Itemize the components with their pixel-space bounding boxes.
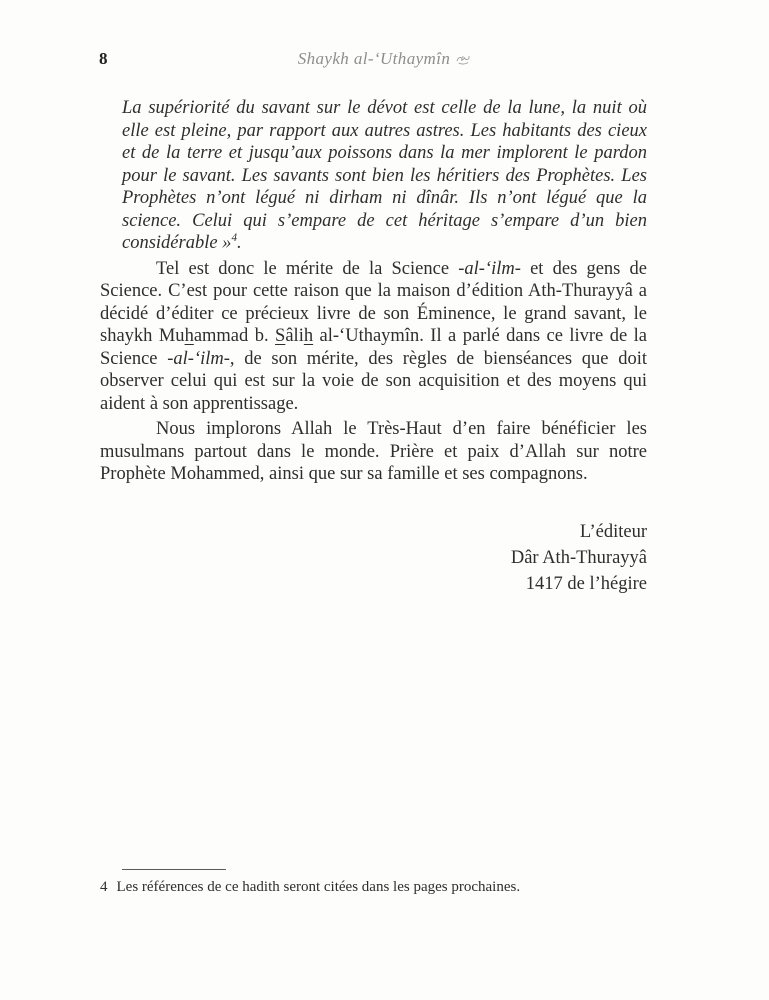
signature-line-publisher: Dâr Ath-Thurayyâ (510, 547, 647, 568)
body-paragraph: Tel est donc le mérite de la Science -al-‘ilm- et des gens de Science. C’est pour cette raison que la maison d’édition Ath-Thurayyâ a décidé d’éditer ce précieux livre de son Éminence, le grand savant, le shaykh Muhammad b. Sâlih al-‘Uthaymîn. Il a parlé dans ce livre de la Science -al-‘ilm-, de son mérite, des règles de bienséances que doit observer celui qui est sur la voie de son acquisition et des moyens qui aident à son apprentissage. (100, 258, 648, 414)
footnote-area (100, 869, 647, 897)
hadith-quote-paragraph: La supériorité du savant sur le dévot est celle de la lune, la nuit où elle est pleine, par rapport aux autres astres. Les habitants des cieux et de la terre et jusqu’aux poissons dans la mer implorent le pardon pour le savant. Les savants sont bien les héritiers des Prophètes. Les Prophètes n’ont légué ni dirham ni dînâr. Ils n’ont légué que la science. Celui qui s’empare de cet héritage s’empare d’un bien considérable »$^4$. (122, 98, 647, 253)
body-paragraph: Nous implorons Allah le Très-Haut d’en faire bénéficier les musulmans partout dans le monde. Prière et paix d’Allah sur notre Prophète Mohammed, ainsi que sur sa famille et ses compagnons. (100, 419, 647, 484)
signature-line-editor: L’éditeur (579, 521, 647, 542)
running-head (0, 50, 769, 69)
signature-line-date: 1417 de l’hégire (525, 573, 647, 594)
running-head-title: Shaykh al-‘Uthaymîn (297, 49, 451, 68)
rahimahullah-honorific-icon (455, 52, 471, 69)
footnote-separator-rule (122, 869, 226, 870)
page-number: 8 (99, 49, 108, 68)
footnote (100, 878, 647, 897)
footnote-number: 4 (100, 879, 108, 895)
footnote-text: Les références de ce hadith seront citées dans les pages prochaines. (116, 879, 521, 895)
page-body (100, 97, 647, 597)
publisher-signature-block (100, 519, 647, 597)
